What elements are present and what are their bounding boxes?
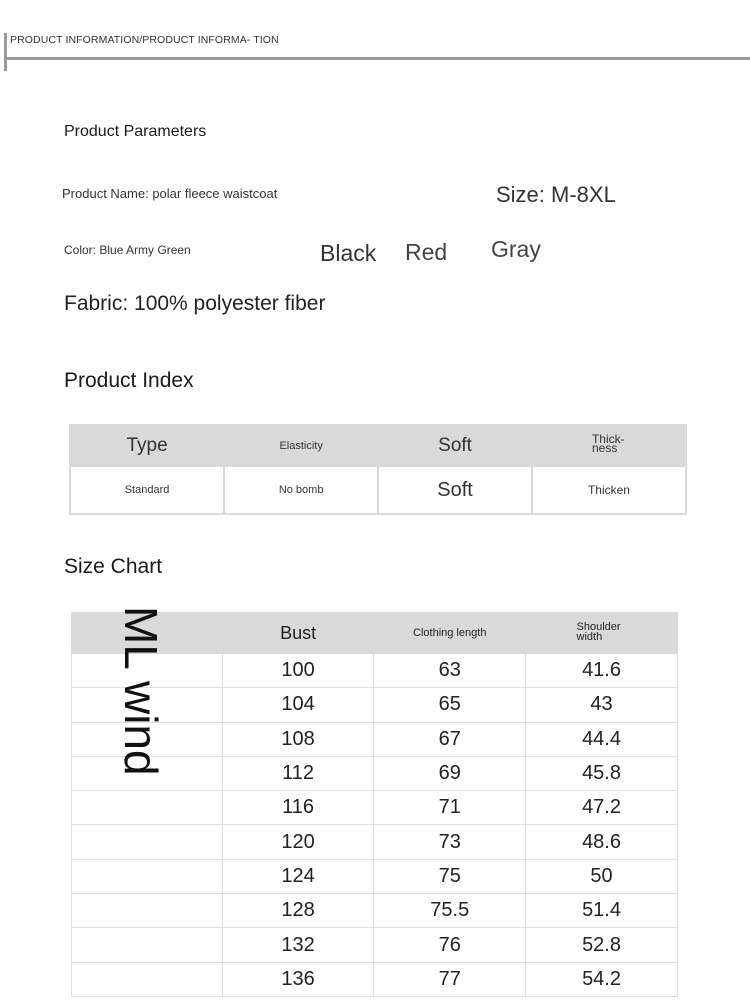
table-row xyxy=(72,859,678,893)
cell-shoulder: 52.8 xyxy=(526,928,678,962)
cell-shoulder: 41.6 xyxy=(526,654,678,688)
cell-size xyxy=(72,894,223,928)
product-color: Color: Blue Army Green xyxy=(64,243,191,257)
cell-shoulder: 54.2 xyxy=(526,962,678,996)
cell-shoulder: 48.6 xyxy=(526,825,678,859)
header-horizontal-rule xyxy=(4,57,750,60)
table-row xyxy=(72,894,678,928)
cell-size xyxy=(72,962,223,996)
cell-length: 69 xyxy=(374,756,526,790)
index-header-thickness xyxy=(532,425,686,466)
cell-shoulder: 45.8 xyxy=(526,756,678,790)
product-size: Size: M-8XL xyxy=(496,182,616,207)
cell-shoulder: 47.2 xyxy=(526,791,678,825)
color-black: Black xyxy=(320,240,377,266)
cell-length: 67 xyxy=(374,722,526,756)
cell-bust: 128 xyxy=(222,894,374,928)
product-index-table xyxy=(69,424,687,515)
cell-length: 73 xyxy=(374,825,526,859)
cell-bust: 120 xyxy=(222,825,374,859)
product-fabric: Fabric: 100% polyester fiber xyxy=(64,292,326,315)
cell-bust: 108 xyxy=(222,722,374,756)
vertical-size-label xyxy=(115,606,170,796)
cell-length: 65 xyxy=(374,688,526,722)
cell-size xyxy=(72,825,223,859)
size-header-length: Clothing length xyxy=(374,613,526,654)
product-name: Product Name: polar fleece waistcoat xyxy=(62,186,278,201)
cell-shoulder: 44.4 xyxy=(526,722,678,756)
color-red: Red xyxy=(405,239,448,265)
index-header-thickness-label: Thick- ness xyxy=(591,431,625,455)
size-header-bust: Bust xyxy=(222,613,374,654)
cell-length: 75.5 xyxy=(374,894,526,928)
vertical-size-label-text: ML wind xyxy=(115,606,167,776)
cell-bust: 132 xyxy=(222,928,374,962)
size-header-shoulder xyxy=(526,613,678,654)
cell-bust: 116 xyxy=(222,791,374,825)
table-row xyxy=(72,825,678,859)
table-row xyxy=(70,466,686,514)
cell-shoulder: 43 xyxy=(526,688,678,722)
cell-length: 71 xyxy=(374,791,526,825)
cell-length: 63 xyxy=(374,654,526,688)
header-title: PRODUCT INFORMATION/PRODUCT INFORMA- TION xyxy=(10,34,279,46)
table-header-row xyxy=(70,425,686,466)
cell-length: 76 xyxy=(374,928,526,962)
cell-size xyxy=(72,859,223,893)
cell-bust: 104 xyxy=(222,688,374,722)
cell-length: 77 xyxy=(374,962,526,996)
cell-size xyxy=(72,928,223,962)
product-index-title: Product Index xyxy=(64,369,194,392)
index-header-type: Type xyxy=(70,425,224,466)
cell-bust: 100 xyxy=(222,654,374,688)
index-value-type: Standard xyxy=(70,466,224,514)
table-row xyxy=(72,928,678,962)
cell-shoulder: 50 xyxy=(526,859,678,893)
index-value-thickness: Thicken xyxy=(532,466,686,514)
product-parameters-title: Product Parameters xyxy=(64,123,207,140)
header-bar xyxy=(4,33,750,71)
cell-bust: 136 xyxy=(222,962,374,996)
cell-shoulder: 51.4 xyxy=(526,894,678,928)
cell-bust: 124 xyxy=(222,859,374,893)
size-chart-title: Size Chart xyxy=(64,555,163,578)
cell-bust: 112 xyxy=(222,756,374,790)
table-row xyxy=(72,962,678,996)
size-header-shoulder-label: Shoulder width xyxy=(576,620,621,643)
index-header-elasticity: Elasticity xyxy=(224,425,378,466)
header-vertical-rule xyxy=(4,33,7,71)
cell-length: 75 xyxy=(374,859,526,893)
color-gray: Gray xyxy=(491,236,541,262)
index-value-elasticity: No bomb xyxy=(224,466,378,514)
index-value-soft: Soft xyxy=(378,466,532,514)
index-header-soft: Soft xyxy=(378,425,532,466)
